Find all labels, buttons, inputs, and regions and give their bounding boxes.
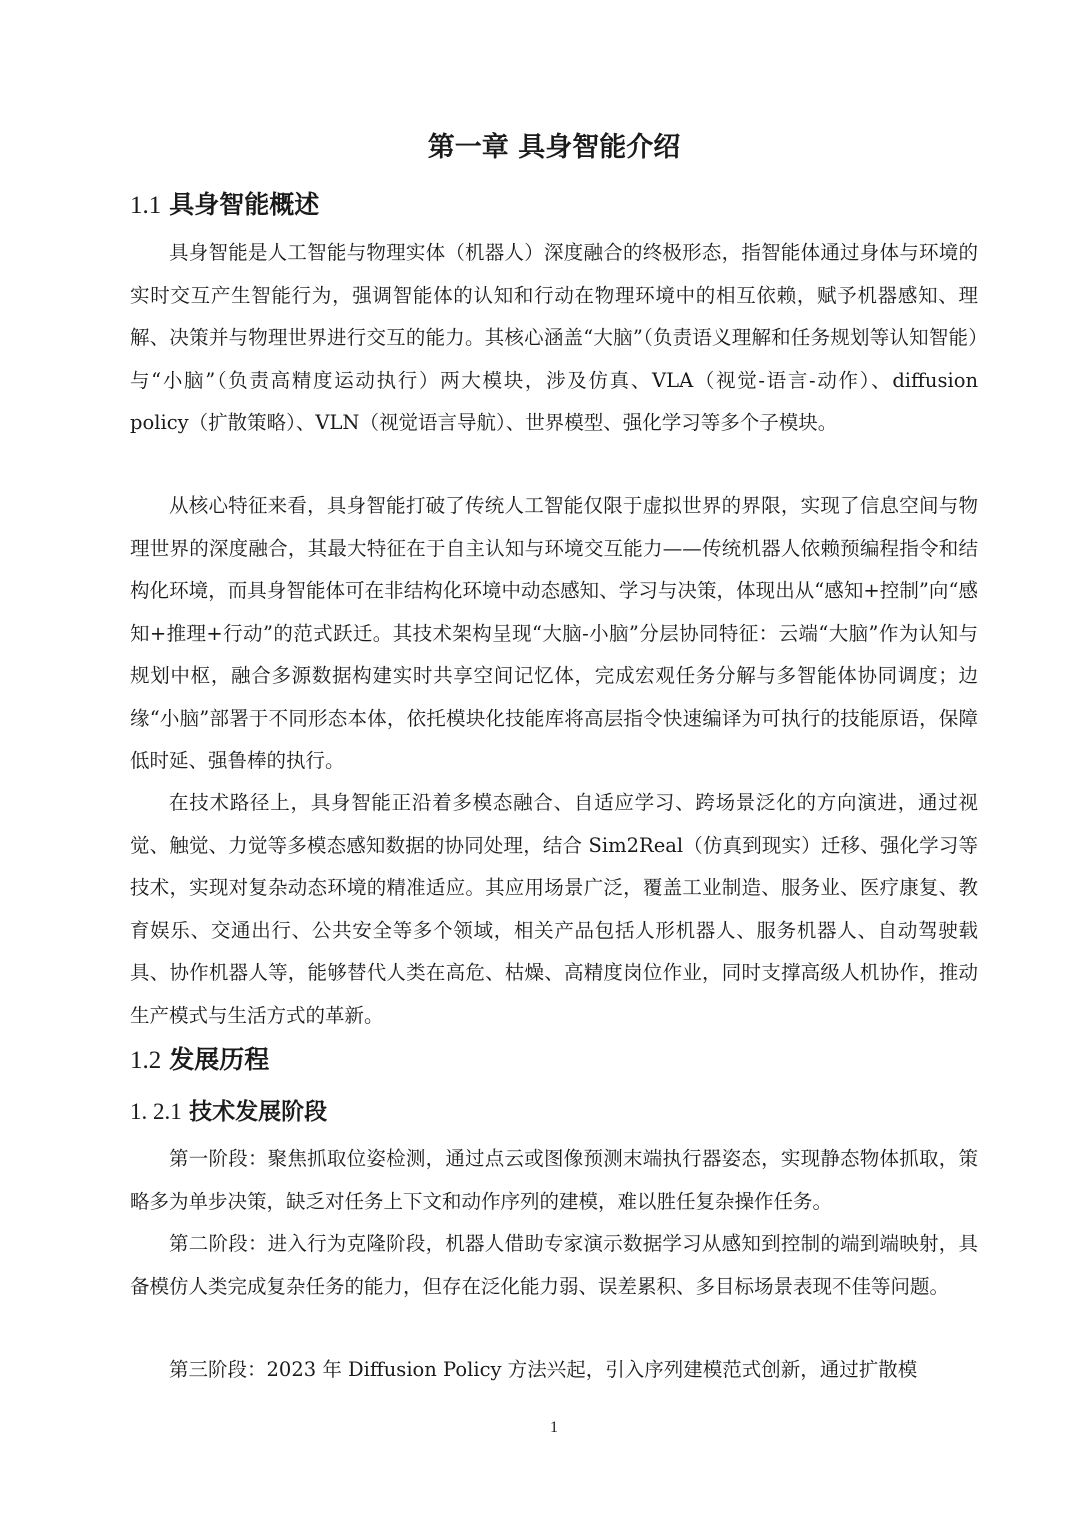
- section-heading-1-2: [130, 1040, 269, 1081]
- paragraph: 第二阶段：进入行为克隆阶段，机器人借助专家演示数据学习从感知到控制的端到端映射，具备模仿人类完成复杂任务的能力，但存在泛化能力弱、误差累积、多目标场景表现不佳等问题。: [130, 1232, 978, 1298]
- paragraph: 具身智能是人工智能与物理实体（机器人）深度融合的终极形态，指智能体通过身体与环境的实时交互产生智能行为，强调智能体的认知和行动在物理环境中的相互依赖，赋予机器感知、理解、决策并与物理世界进行交互的能力。其核心涵盖“大脑”（负责语义理解和任务规划等认知智能）与“小脑”（负责高精度运动执行）两大模块，涉及仿真、VLA（视觉-语言-动作）、diffusion policy（扩散策略）、VLN（视觉语言导航）、世界模型、强化学习等多个子模块。: [130, 241, 978, 434]
- subsection-title: 技术发展阶段: [189, 1099, 328, 1125]
- section-title: 具身智能概述: [169, 190, 320, 219]
- page-number: 1: [550, 1419, 558, 1436]
- section-number: 1.2: [130, 1047, 162, 1074]
- section-title: 发展历程: [169, 1045, 270, 1074]
- paragraph: 第一阶段：聚焦抓取位姿检测，通过点云或图像预测末端执行器姿态，实现静态物体抓取，策略多为单步决策，缺乏对任务上下文和动作序列的建模，难以胜任复杂操作任务。: [130, 1147, 978, 1213]
- paragraph: 第三阶段：2023 年 Diffusion Policy 方法兴起，引入序列建模范式创新，通过扩散模: [169, 1358, 918, 1381]
- paragraph: 在技术路径上，具身智能正沿着多模态融合、自适应学习、跨场景泛化的方向演进，通过视觉、触觉、力觉等多模态感知数据的协同处理，结合 Sim2Real（仿真到现实）迁移、强化学习等技术，实现对复杂动态环境的精准适应。其应用场景广泛，覆盖工业制造、服务业、医疗康复、教育娱乐、交通出行、公共安全等多个领域，相关产品包括人形机器人、服务机器人、自动驾驶载具、协作机器人等，能够替代人类在高危、枯燥、高精度岗位作业，同时支撑高级人机协作，推动生产模式与生活方式的革新。: [130, 791, 978, 1027]
- paragraph: 从核心特征来看，具身智能打破了传统人工智能仅限于虚拟世界的界限，实现了信息空间与物理世界的深度融合，其最大特征在于自主认知与环境交互能力——传统机器人依赖预编程指令和结构化环境，而具身智能体可在非结构化环境中动态感知、学习与决策，体现出从“感知+控制”向“感知+推理+行动”的范式跃迁。其技术架构呈现“大脑-小脑”分层协同特征：云端“大脑”作为认知与规划中枢，融合多源数据构建实时共享空间记忆体，完成宏观任务分解与多智能体协同调度；边缘“小脑”部署于不同形态本体，依托模块化技能库将高层指令快速编译为可执行的技能原语，保障低时延、强鲁棒的执行。: [130, 494, 978, 772]
- chapter-title: 第一章 具身智能介绍: [427, 132, 681, 163]
- subsection-number: 1. 2.1: [130, 1099, 182, 1124]
- section-number: 1.1: [130, 192, 162, 219]
- section-heading-1-1: [130, 185, 319, 226]
- subsection-heading-1-2-1: [130, 1094, 327, 1130]
